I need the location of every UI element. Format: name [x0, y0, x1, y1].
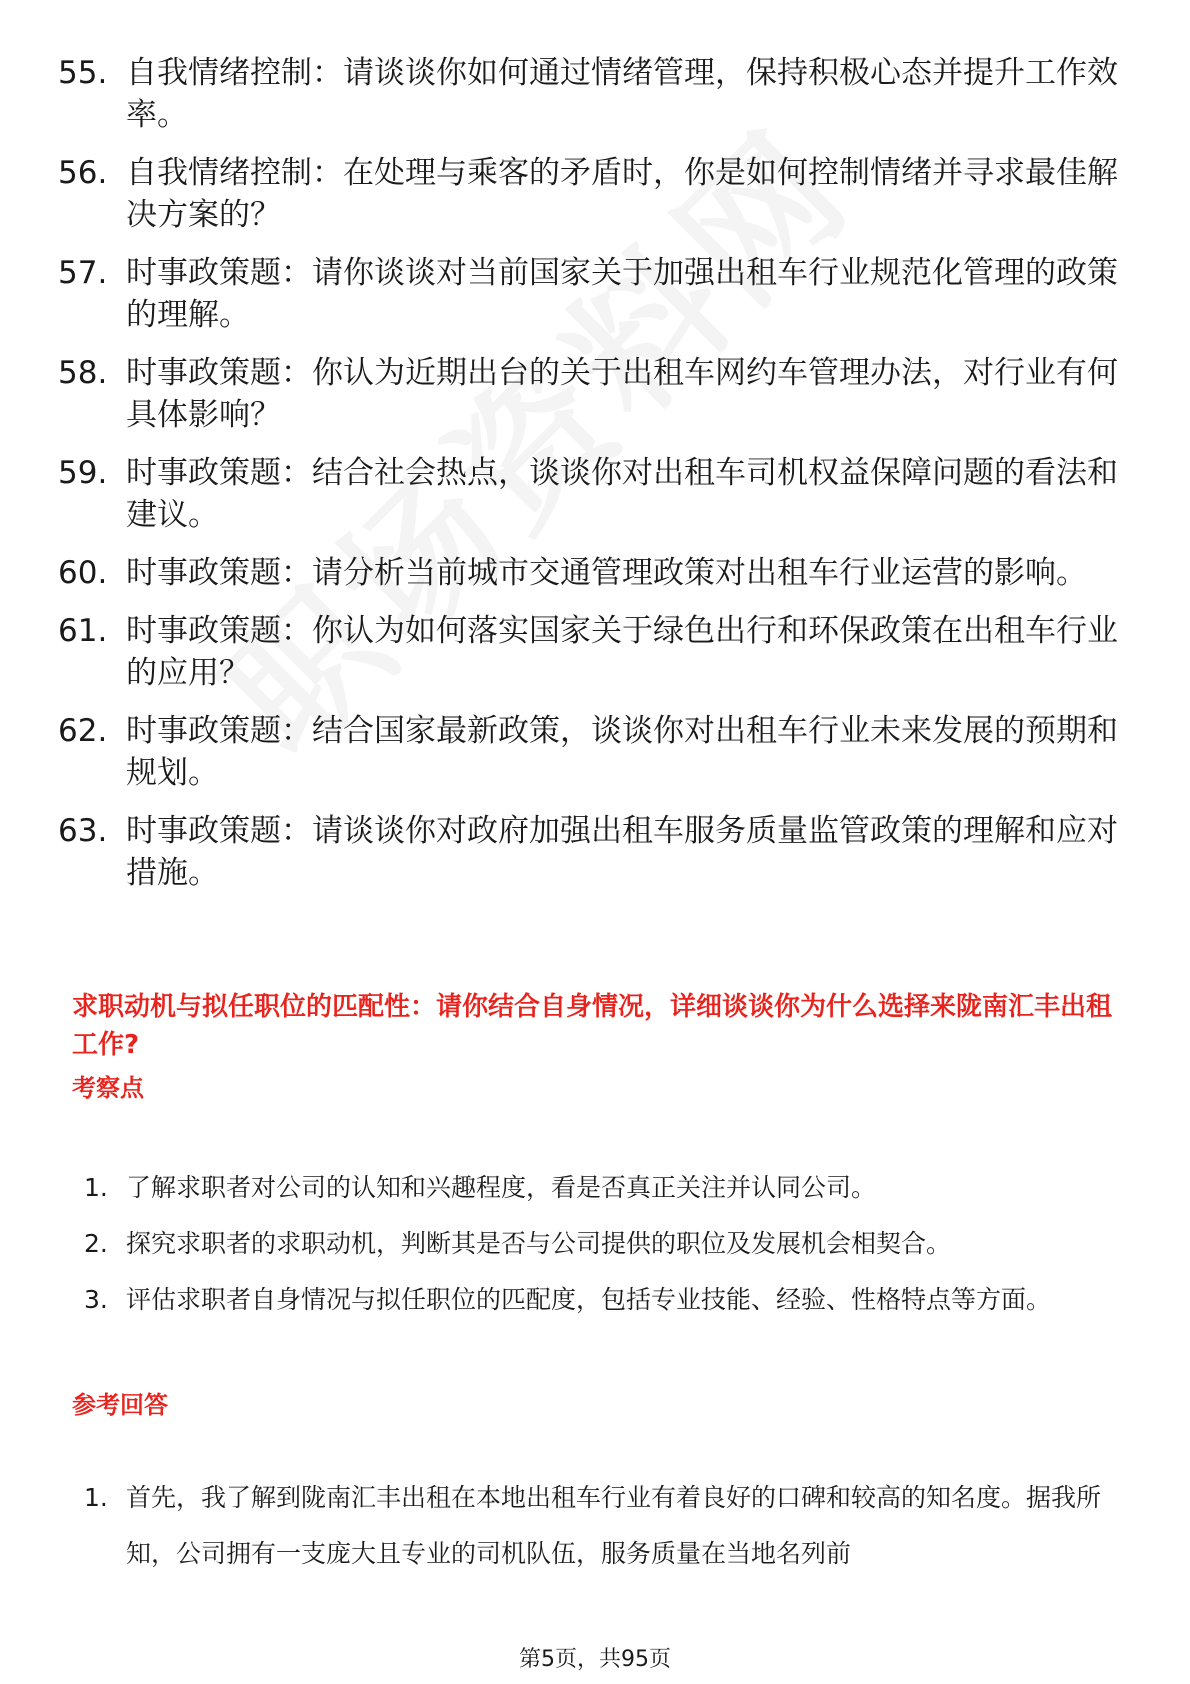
question-text: 时事政策题：你认为如何落实国家关于绿色出行和环保政策在出租车行业的应用？	[126, 613, 1118, 691]
question-item	[58, 610, 1118, 694]
exam-point-number: 2.	[84, 1229, 108, 1258]
question-item	[58, 552, 1118, 594]
exam-points-heading: 考察点	[72, 1074, 144, 1102]
question-text: 自我情绪控制：请谈谈你如何通过情绪管理，保持积极心态并提升工作效率。	[126, 55, 1118, 133]
question-number: 56.	[58, 155, 108, 191]
question-number: 61.	[58, 613, 108, 649]
exam-point-number: 3.	[84, 1285, 108, 1314]
question-item	[58, 252, 1118, 336]
question-text: 时事政策题：请谈谈你对政府加强出租车服务质量监管政策的理解和应对措施。	[126, 813, 1118, 891]
exam-point-text: 探究求职者的求职动机，判断其是否与公司提供的职位及发展机会相契合。	[126, 1229, 952, 1258]
question-item	[58, 352, 1118, 436]
exam-point-item	[84, 1160, 1114, 1216]
question-text: 自我情绪控制：在处理与乘客的矛盾时，你是如何控制情绪并寻求最佳解决方案的？	[126, 155, 1118, 233]
question-text: 时事政策题：请分析当前城市交通管理政策对出租车行业运营的影响。	[126, 555, 1087, 591]
answer-number: 1.	[84, 1483, 108, 1512]
exam-point-item	[84, 1216, 1114, 1272]
question-text: 时事政策题：结合社会热点，谈谈你对出租车司机权益保障问题的看法和建议。	[126, 455, 1118, 533]
question-number: 59.	[58, 455, 108, 491]
page-footer: 第5页，共95页	[519, 1647, 671, 1672]
question-item	[58, 452, 1118, 536]
answers-list	[84, 1470, 1114, 1582]
question-item	[58, 710, 1118, 794]
answer-item	[84, 1470, 1114, 1582]
exam-point-text: 了解求职者对公司的认知和兴趣程度，看是否真正关注并认同公司。	[126, 1173, 877, 1202]
question-number: 63.	[58, 813, 108, 849]
question-text: 时事政策题：结合国家最新政策，谈谈你对出租车行业未来发展的预期和规划。	[126, 713, 1118, 791]
question-item	[58, 52, 1118, 136]
question-item	[58, 810, 1118, 894]
question-number: 55.	[58, 55, 108, 91]
question-text: 时事政策题：你认为近期出台的关于出租车网约车管理办法，对行业有何具体影响？	[126, 355, 1118, 433]
question-list	[58, 52, 1118, 910]
exam-point-text: 评估求职者自身情况与拟任职位的匹配度，包括专业技能、经验、性格特点等方面。	[126, 1285, 1052, 1314]
question-number: 57.	[58, 255, 108, 291]
answer-text: 首先，我了解到陇南汇丰出租在本地出租车行业有着良好的口碑和较高的知名度。据我所知，公司拥有一支庞大且专业的司机队伍，服务质量在当地名列前	[126, 1483, 1102, 1568]
question-number: 62.	[58, 713, 108, 749]
exam-points-list	[84, 1160, 1114, 1328]
answers-heading: 参考回答	[72, 1391, 168, 1419]
question-text: 时事政策题：请你谈谈对当前国家关于加强出租车行业规范化管理的政策的理解。	[126, 255, 1118, 333]
exam-point-number: 1.	[84, 1173, 108, 1202]
question-number: 58.	[58, 355, 108, 391]
question-number: 60.	[58, 555, 108, 591]
question-item	[58, 152, 1118, 236]
exam-point-item	[84, 1272, 1114, 1328]
topic-heading: 求职动机与拟任职位的匹配性：请你结合自身情况，详细谈谈你为什么选择来陇南汇丰出租工作?	[72, 992, 1113, 1060]
